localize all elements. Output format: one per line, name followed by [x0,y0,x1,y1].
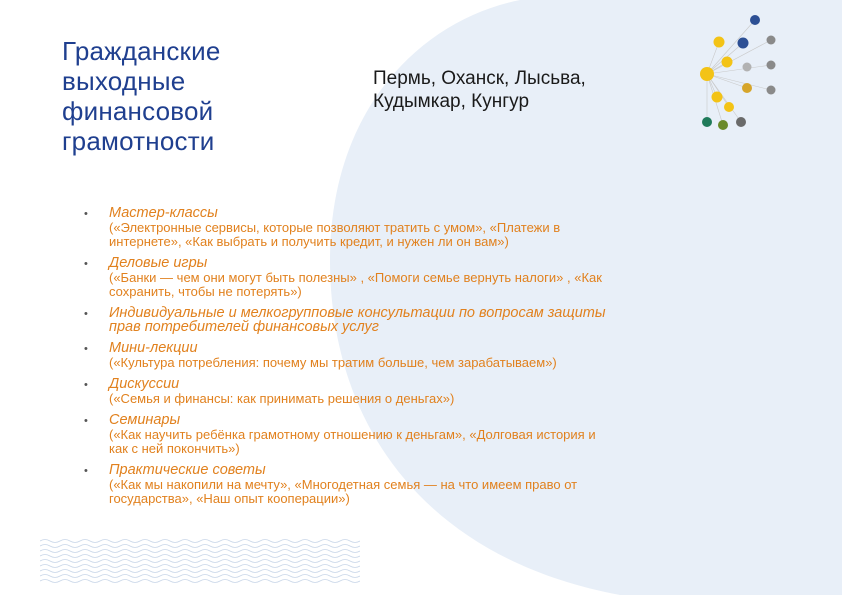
cities-subtitle [373,67,586,113]
item-description [109,271,764,299]
list-item [84,256,764,299]
description-line: («Семья и финансы: как принимать решения о деньгах») [109,391,455,406]
network-logo-icon [675,10,795,145]
item-heading: прав потребителей финансовых услуг [109,319,379,335]
list-item [84,306,764,334]
events-list [84,206,764,513]
list-item [84,413,764,456]
item-description [109,392,764,406]
bullet-icon: • [84,379,88,391]
cities-line: Кудымкар, Кунгур [373,91,530,112]
item-heading: Семинары [109,412,181,428]
wave-pattern-decoration [40,537,360,583]
description-line: государства», «Наш опыт кооперации») [109,491,350,506]
description-line: («Банки — чем они могут быть полезны» , «Помоги семье вернуть налоги» , «Как [109,270,602,285]
title-line: Гражданские [62,36,221,66]
item-description [109,221,764,249]
item-description [109,478,764,506]
page-title [62,36,302,156]
list-item [84,463,764,506]
item-heading: Деловые игры [109,255,208,271]
description-line: как с ней покончить») [109,441,240,456]
description-line: интернете», «Как выбрать и получить кредит, и нужен ли он вам») [109,234,509,249]
description-line: сохранить, чтобы не потерять») [109,284,302,299]
bullet-icon: • [84,415,88,427]
cities-line: Пермь, Оханск, Лысьва, [373,68,586,89]
title-line: выходные [62,66,186,96]
description-line: («Культура потребления: почему мы тратим больше, чем зарабатываем») [109,355,557,370]
description-line: («Как мы накопили на мечту», «Многодетная семья — на что имеем право от [109,477,578,492]
bullet-icon: • [84,465,88,477]
list-item [84,206,764,249]
list-item [84,341,764,370]
bullet-icon: • [84,308,88,320]
item-heading: Практические советы [109,462,266,478]
bullet-icon: • [84,258,88,270]
list-item [84,377,764,406]
title-line: финансовой [62,96,214,126]
bullet-icon: • [84,208,88,220]
bullet-icon: • [84,343,88,355]
description-line: («Электронные сервисы, которые позволяют тратить с умом», «Платежи в [109,220,561,235]
item-heading: Дискуссии [109,376,180,392]
item-heading: Мастер-классы [109,205,218,221]
item-heading: Индивидуальные и мелкогрупповые консультации по вопросам защиты [109,305,606,321]
description-line: («Как научить ребёнка грамотному отношению к деньгам», «Долговая история и [109,427,596,442]
item-description [109,428,764,456]
item-description [109,356,764,370]
title-line: грамотности [62,126,215,156]
item-heading: Мини-лекции [109,340,198,356]
